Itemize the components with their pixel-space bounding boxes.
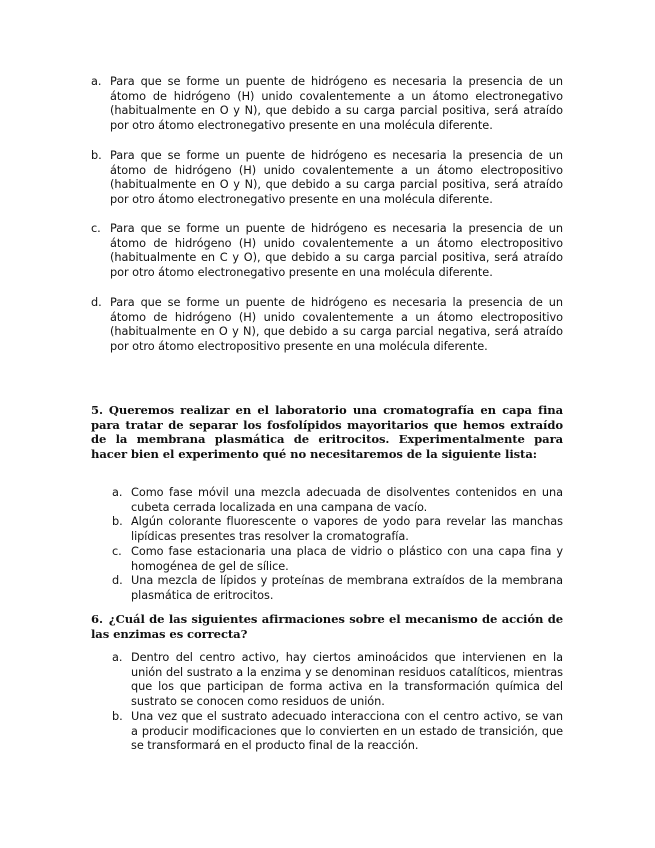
q6-option-b-text: Una vez que el sustrato adecuado interacciona con el centro activo, se van a producir modificaciones que lo convierten en un estado de transición, que se transformará en el producto final de la reacción. <box>131 710 563 753</box>
q5-option-c-label: c. <box>112 545 122 558</box>
q5-option-b-text: Algún colorante fluorescente o vapores de yodo para revelar las manchas lipídicas presentes tras resolver la cromatografía. <box>131 515 563 543</box>
q4-option-d-text: Para que se forme un puente de hidrógeno es necesaria la presencia de un átomo de hidrógeno (H) unido covalentemente a un átomo electropositivo (habitualmente en O y N), que debido a su carga parcial negativa, será atraído por otro átomo electropositivo presente en una molécula diferente. <box>110 296 563 354</box>
q5-option-d-text: Una mezcla de lípidos y proteínas de membrana extraídos de la membrana plasmática de eritrocitos. <box>131 574 563 602</box>
q5-option-b[interactable] <box>112 515 563 544</box>
q5-option-a-text: Como fase móvil una mezcla adecuada de disolventes contenidos en una cubeta cerrada localizada en una campana de vacío. <box>131 486 563 514</box>
q6-number: 6. <box>91 612 103 626</box>
q5-text: Queremos realizar en el laboratorio una cromatografía en capa fina para tratar de separar los fosfolípidos mayoritarios que hemos extraído de la membrana plasmática de eritrocitos. Experimentalmente para hacer bien el experimento qué no necesitaremos de la siguiente lista: <box>91 403 563 462</box>
q6-option-a[interactable] <box>112 651 563 710</box>
q4-option-b-label: b. <box>91 149 102 162</box>
q4-option-d-label: d. <box>91 296 102 309</box>
q4-option-a-text: Para que se forme un puente de hidrógeno es necesaria la presencia de un átomo de hidrógeno (H) unido covalentemente a un átomo electronegativo (habitualmente en O y N), que debido a su carga parcial positiva, será atraído por otro átomo electronegativo presente en una molécula diferente. <box>110 75 563 133</box>
q5-option-a-label: a. <box>112 486 123 499</box>
q5-option-c-text: Como fase estacionaria una placa de vidrio o plástico con una capa fina y homogénea de gel de sílice. <box>131 545 563 573</box>
q4-option-a-label: a. <box>91 75 102 88</box>
q4-option-b[interactable] <box>91 149 563 208</box>
q5-number: 5. <box>91 403 103 417</box>
q5-option-d[interactable] <box>112 574 563 603</box>
q5-question <box>91 403 563 462</box>
q4-option-c-label: c. <box>91 222 101 235</box>
q6-option-b-label: b. <box>112 710 123 723</box>
q4-option-a[interactable] <box>91 75 563 134</box>
q4-option-c[interactable] <box>91 222 563 281</box>
q6-option-b[interactable] <box>112 710 563 754</box>
q6-option-a-text: Dentro del centro activo, hay ciertos aminoácidos que intervienen en la unión del sustrato a la enzima y se denominan residuos catalíticos, mientras que los que participan de forma activa en la transformación química del sustrato se conocen como residuos de unión. <box>131 651 563 709</box>
q5-option-d-label: d. <box>112 574 123 587</box>
q6-option-a-label: a. <box>112 651 123 664</box>
q6-question <box>91 612 563 641</box>
q4-option-d[interactable] <box>91 296 563 355</box>
q4-option-b-text: Para que se forme un puente de hidrógeno es necesaria la presencia de un átomo de hidrógeno (H) unido covalentemente a un átomo electropositivo (habitualmente en O y N), que debido a su carga parcial positiva, será atraído por otro átomo electronegativo presente en una molécula diferente. <box>110 149 563 207</box>
q5-option-c[interactable] <box>112 545 563 574</box>
q6-text: ¿Cuál de las siguientes afirmaciones sobre el mecanismo de acción de las enzimas es correcta? <box>91 612 563 641</box>
q5-option-a[interactable] <box>112 486 563 515</box>
q5-option-b-label: b. <box>112 515 123 528</box>
q4-option-c-text: Para que se forme un puente de hidrógeno es necesaria la presencia de un átomo de hidrógeno (H) unido covalentemente a un átomo electropositivo (habitualmente en C y O), que debido a su carga parcial positiva, será atraído por otro átomo electronegativo presente en una molécula diferente. <box>110 222 563 280</box>
